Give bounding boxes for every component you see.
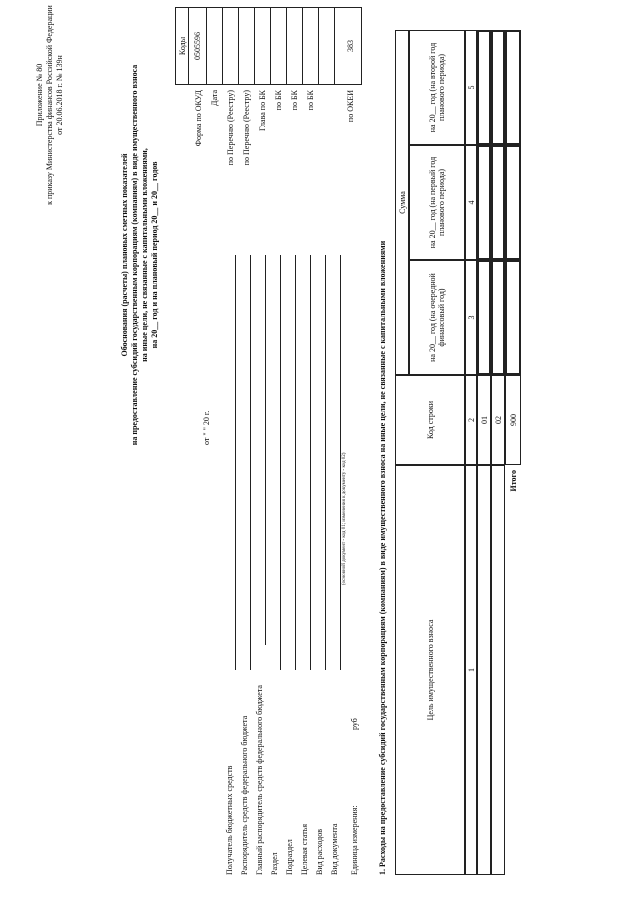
- title-line2: на предоставление субсидий государственным корпорациям (компаниям) в виде имущественного взноса: [130, 64, 139, 446]
- field-recipient: Получатель бюджетных средств: [225, 765, 234, 875]
- field-distributor: Распорядитель средств федерального бюджета: [240, 715, 249, 875]
- col-header-year2: на 20__ год (на первый год планового периода): [409, 145, 465, 260]
- title-line3: на иные цели, не связанные с капитальными вложениями,: [140, 148, 149, 362]
- unit-value: руб: [350, 718, 359, 730]
- field-target-article: Целевая статья: [300, 823, 309, 875]
- table-row-year1: [491, 260, 505, 375]
- num-col2: 2: [465, 375, 477, 465]
- field-section: Раздел: [270, 852, 279, 875]
- table-row-year1: [477, 260, 491, 375]
- num-col5: 5: [465, 30, 477, 145]
- table-row-code: 02: [491, 375, 505, 465]
- okei-code: 383: [346, 40, 355, 52]
- col-header-goal: Цель имущественного взноса: [395, 465, 465, 875]
- table-row-code: 01: [477, 375, 491, 465]
- field-subsection: Подраздел: [285, 839, 294, 875]
- date-line: от " " 20 г.: [202, 410, 211, 445]
- table-row-goal: [477, 465, 491, 875]
- col-header-year1: на 20__ год (на очередной финансовый год): [409, 260, 465, 375]
- table-row-year3: [477, 30, 491, 145]
- table-row-year2: [491, 145, 505, 260]
- appendix-line1: Приложение № 80: [35, 63, 44, 127]
- num-col3: 3: [465, 260, 477, 375]
- total-label: Итого: [509, 470, 518, 492]
- total-code: 900: [505, 375, 521, 465]
- okud-code: 0505596: [193, 32, 202, 60]
- label-bk2: по БК: [290, 90, 299, 111]
- table-row-year3: [491, 30, 505, 145]
- field-main-distributor: Главный распорядитель средств федерального бюджета: [255, 685, 264, 875]
- col-header-sum: Сумма: [395, 30, 409, 375]
- label-perechen1: по Перечню (Реестру): [226, 90, 235, 166]
- label-glava: Глава по БК: [258, 90, 267, 131]
- label-date: Дата: [210, 90, 219, 106]
- total-year2: [505, 145, 521, 260]
- codes-header: Коды: [175, 7, 189, 85]
- label-bk1: по БК: [274, 90, 283, 111]
- appendix-line3: от 20.06.2018 г. № 139н: [55, 55, 64, 135]
- field-doc-type: Вид документа: [330, 823, 339, 875]
- col-header-code: Код строки: [395, 375, 465, 465]
- title-line4: на 20__ год и на плановый период 20__ и 20__ годов: [150, 161, 159, 349]
- table-row-year2: [477, 145, 491, 260]
- total-year1: [505, 260, 521, 375]
- col-header-year3: на 20__ год (на второй год планового периода): [409, 30, 465, 145]
- field-expense-type: Вид расходов: [315, 829, 324, 875]
- label-perechen2: по Перечню (Реестру): [242, 90, 251, 166]
- label-okud: Форма по ОКУД: [194, 90, 203, 147]
- doc-type-hint: (основной документ - код 01; изменения к документу - код 02): [342, 452, 347, 585]
- title-line1: Обоснования (расчеты) плановых сметных показателей: [120, 153, 129, 357]
- unit-label: Единица измерения:: [350, 805, 359, 875]
- num-col1: 1: [465, 465, 477, 875]
- appendix-line2: к приказу Министерства финансов Российской Федерации: [45, 5, 54, 205]
- total-year3: [505, 30, 521, 145]
- label-bk3: по БК: [306, 90, 315, 111]
- label-okei: по ОКЕИ: [346, 90, 355, 123]
- table-row-goal: [491, 465, 505, 875]
- num-col4: 4: [465, 145, 477, 260]
- section1-title: 1. Расходы на предоставление субсидий государственным корпорациям (компаниям) в виде имущественного взноса на иные цели, не связанные с капитальными вложениями: [378, 240, 387, 875]
